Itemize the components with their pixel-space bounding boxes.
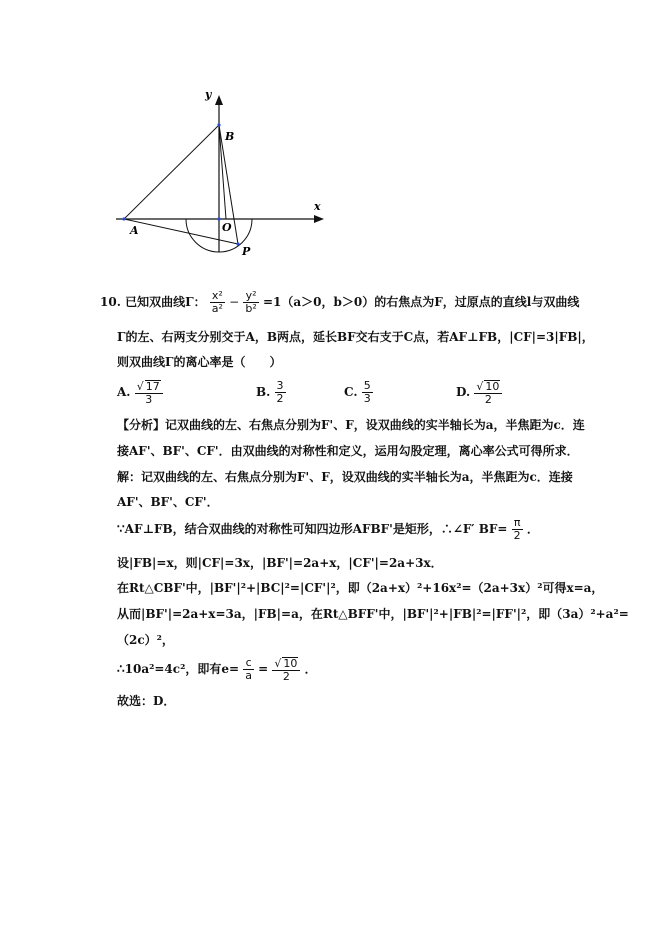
e-end: ． xyxy=(304,662,317,676)
set-line: 设|FB|=x，则|CF|=3x，|BF'|=2a+x，|CF'|=2a+3x． xyxy=(117,556,443,570)
point-p-dot xyxy=(236,242,239,245)
e-eq: = xyxy=(258,662,269,676)
y-num: y² xyxy=(245,289,257,302)
stem-prefix: 已知双曲线Γ： xyxy=(125,295,206,309)
option-b-num: 3 xyxy=(276,379,284,392)
because-num: π xyxy=(513,516,521,529)
option-a-label: A. xyxy=(117,385,131,399)
e-value-den: 2 xyxy=(272,670,300,683)
analysis-line-1: 【分析】记双曲线的左、右焦点分别为F'、F，设双曲线的实半轴长为a，半焦距为c．连 xyxy=(117,418,585,432)
e-den: a xyxy=(245,669,252,682)
because-den: 2 xyxy=(513,529,521,542)
label-x: x xyxy=(314,200,321,213)
option-c-fraction xyxy=(362,380,373,405)
option-c-num: 5 xyxy=(363,379,371,392)
rt1-line: 在Rt△CBF'中，|BF'|²+|BC|²=|CF'|²，即（2a+x）²+16x²=（2a+3x）²可得x=a， xyxy=(117,581,604,595)
analysis-line-2: 接AF'、BF'、CF'．由双曲线的对称性和定义，运用勾股定理，离心率公式可得所求． xyxy=(117,444,579,458)
answer-line: 故选：D． xyxy=(117,694,176,708)
label-a: A xyxy=(130,224,139,237)
x-den: a² xyxy=(211,302,223,315)
option-a-den: 3 xyxy=(135,393,163,406)
problem-number: 10. xyxy=(100,295,121,309)
option-b[interactable] xyxy=(256,378,286,406)
x-num: x² xyxy=(211,289,223,302)
point-b-dot xyxy=(217,123,220,126)
option-d[interactable] xyxy=(456,378,502,406)
label-y: y xyxy=(205,88,212,101)
option-a-fraction xyxy=(135,380,163,406)
e-fraction xyxy=(243,657,254,682)
option-d-radicand: 10 xyxy=(485,379,500,393)
rt2-continued: （2c）²， xyxy=(117,633,174,647)
because-fraction xyxy=(512,517,523,542)
segment-ab xyxy=(124,125,219,219)
x-axis-arrow xyxy=(314,215,324,223)
option-a-radicand: 17 xyxy=(145,379,160,393)
point-o-dot xyxy=(217,217,220,220)
option-d-label: D. xyxy=(456,385,471,399)
e-value-num: √ 10 xyxy=(274,656,298,670)
because-line xyxy=(117,514,539,544)
problem-line-1 xyxy=(100,288,579,316)
option-b-den: 2 xyxy=(276,392,284,405)
point-a-dot xyxy=(122,217,125,220)
option-b-fraction xyxy=(275,380,286,405)
because-text: ∵AF⊥FB，结合双曲线的对称性可知四边形AFBF'是矩形，∴∠F′ BF= xyxy=(117,522,508,536)
option-b-label: B. xyxy=(256,385,271,399)
y-axis-arrow xyxy=(215,95,223,105)
problem-line-3: 则双曲线Γ的离心率是（ ） xyxy=(117,355,282,369)
option-c-den: 3 xyxy=(363,392,371,405)
because-end: ． xyxy=(526,522,539,536)
y-den: b² xyxy=(245,302,257,315)
option-c[interactable] xyxy=(344,378,373,406)
label-p: P xyxy=(242,245,251,258)
label-o: O xyxy=(222,221,232,234)
option-d-fraction xyxy=(474,380,502,406)
e-num: c xyxy=(245,656,252,669)
therefore-line xyxy=(117,654,317,684)
hyperbola-figure xyxy=(110,80,340,260)
rt2-line: 从而|BF'|=2a+x=3a，|FB|=a，在Rt△BFF'中，|BF'|²+|FB|²=|FF'|²，即（3a）²+a²= xyxy=(117,607,629,621)
minus-sign: − xyxy=(229,295,240,309)
e-radicand: 10 xyxy=(283,656,298,670)
option-a-num: √ 17 xyxy=(136,379,160,393)
option-d-num: √ 10 xyxy=(476,379,500,393)
stem-after-eq: =1（a＞0，b＞0）的右焦点为F，过原点的直线l与双曲线 xyxy=(262,295,580,309)
e-value-fraction xyxy=(272,657,300,683)
label-b: B xyxy=(225,130,235,143)
problem-line-2: Γ的左、右两支分别交于A，B两点，延长BF交右支于C点，若AF⊥FB，|CF|=3|FB|， xyxy=(117,330,594,344)
option-d-den: 2 xyxy=(474,393,502,406)
fraction-x-term xyxy=(210,290,225,315)
solution-line-2: AF'、BF'、CF'． xyxy=(117,495,219,509)
fraction-y-term xyxy=(243,290,258,315)
solution-line-1: 解：记双曲线的左、右焦点分别为F'、F，设双曲线的实半轴长为a，半焦距为c．连接 xyxy=(117,470,573,484)
option-c-label: C. xyxy=(344,385,358,399)
segment-ap xyxy=(124,219,238,244)
therefore-text: ∴10a²=4c²，即有e= xyxy=(117,662,240,676)
option-a[interactable] xyxy=(117,378,163,406)
